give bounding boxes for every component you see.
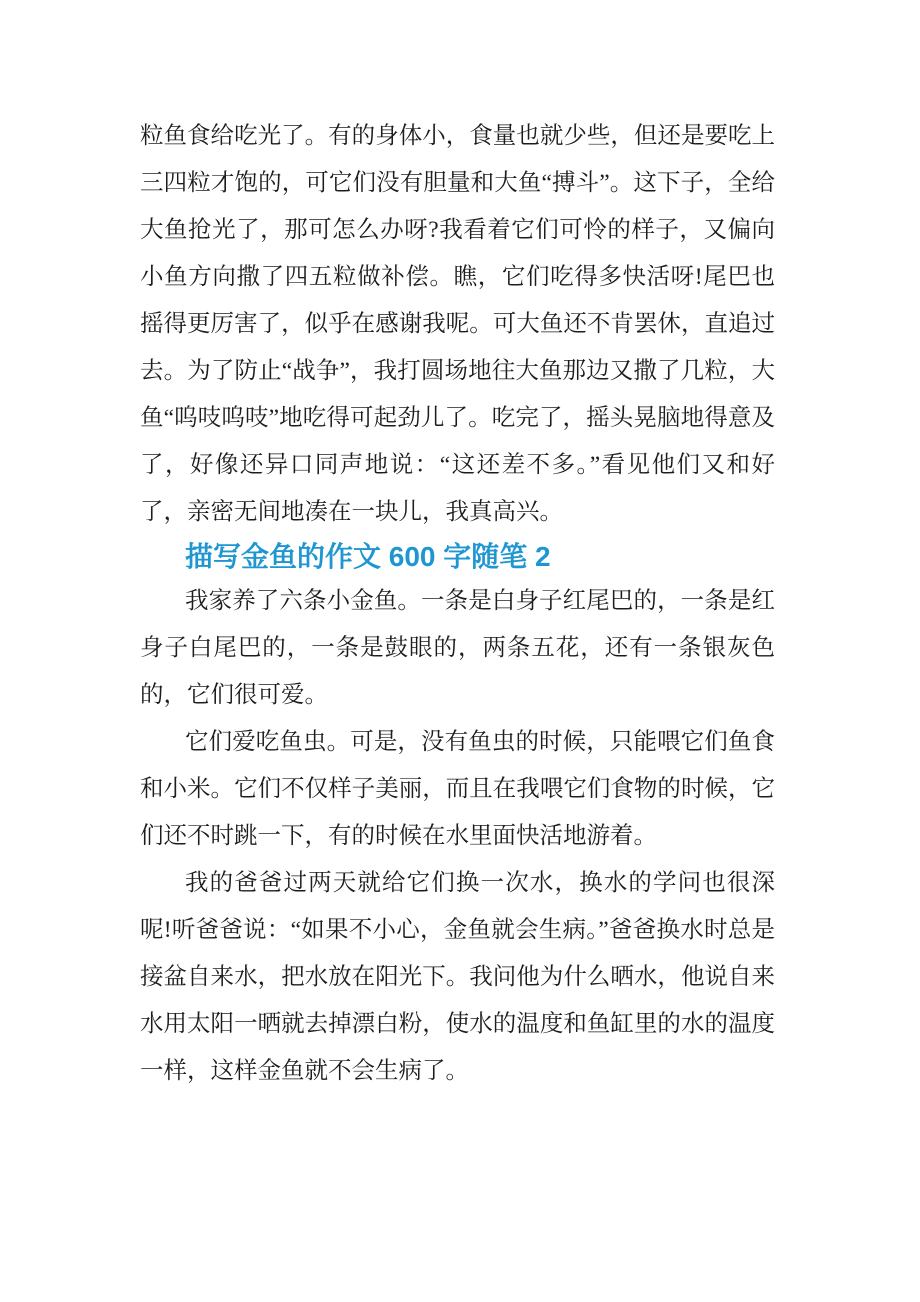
section-heading: 描写金鱼的作文 600 字随笔 2 (185, 541, 551, 572)
body-paragraph: 我家养了六条小金鱼。一条是白身子红尾巴的，一条是红身子白尾巴的，一条是鼓眼的，两条五花，还有一条银灰色的，它们很可爱。 (140, 588, 775, 708)
continuation-paragraph: 粒鱼食给吃光了。有的身体小，食量也就少些，但还是要吃上三四粒才饱的，可它们没有胆量和大鱼“搏斗”。这下子，全给大鱼抢光了，那可怎么办呀?我看着它们可怜的样子，又偏向小鱼方向撒了四五粒做补偿。瞧，它们吃得多快活呀!尾巴也摇得更厉害了，似乎在感谢我呢。可大鱼还不肯罢休，直追过去。为了防止“战争”，我打圆场地往大鱼那边又撒了几粒，大鱼“呜吱呜吱”地吃得可起劲儿了。吃完了，摇头晃脑地得意及了，好像还异口同声地说：“这还差不多。”看见他们又和好了，亲密无间地凑在一块儿，我真高兴。 (140, 123, 775, 525)
body-paragraph: 它们爱吃鱼虫。可是，没有鱼虫的时候，只能喂它们鱼食和小米。它们不仅样子美丽，而且在我喂它们食物的时候，它们还不时跳一下，有的时候在水里面快活地游着。 (140, 729, 775, 849)
body-paragraph: 我的爸爸过两天就给它们换一次水，换水的学问也很深呢!听爸爸说：“如果不小心，金鱼就会生病。”爸爸换水时总是接盆自来水，把水放在阳光下。我问他为什么晒水，他说自来水用太阳一晒就去掉漂白粉，使水的温度和鱼缸里的水的温度一样，这样金鱼就不会生病了。 (140, 870, 775, 1084)
